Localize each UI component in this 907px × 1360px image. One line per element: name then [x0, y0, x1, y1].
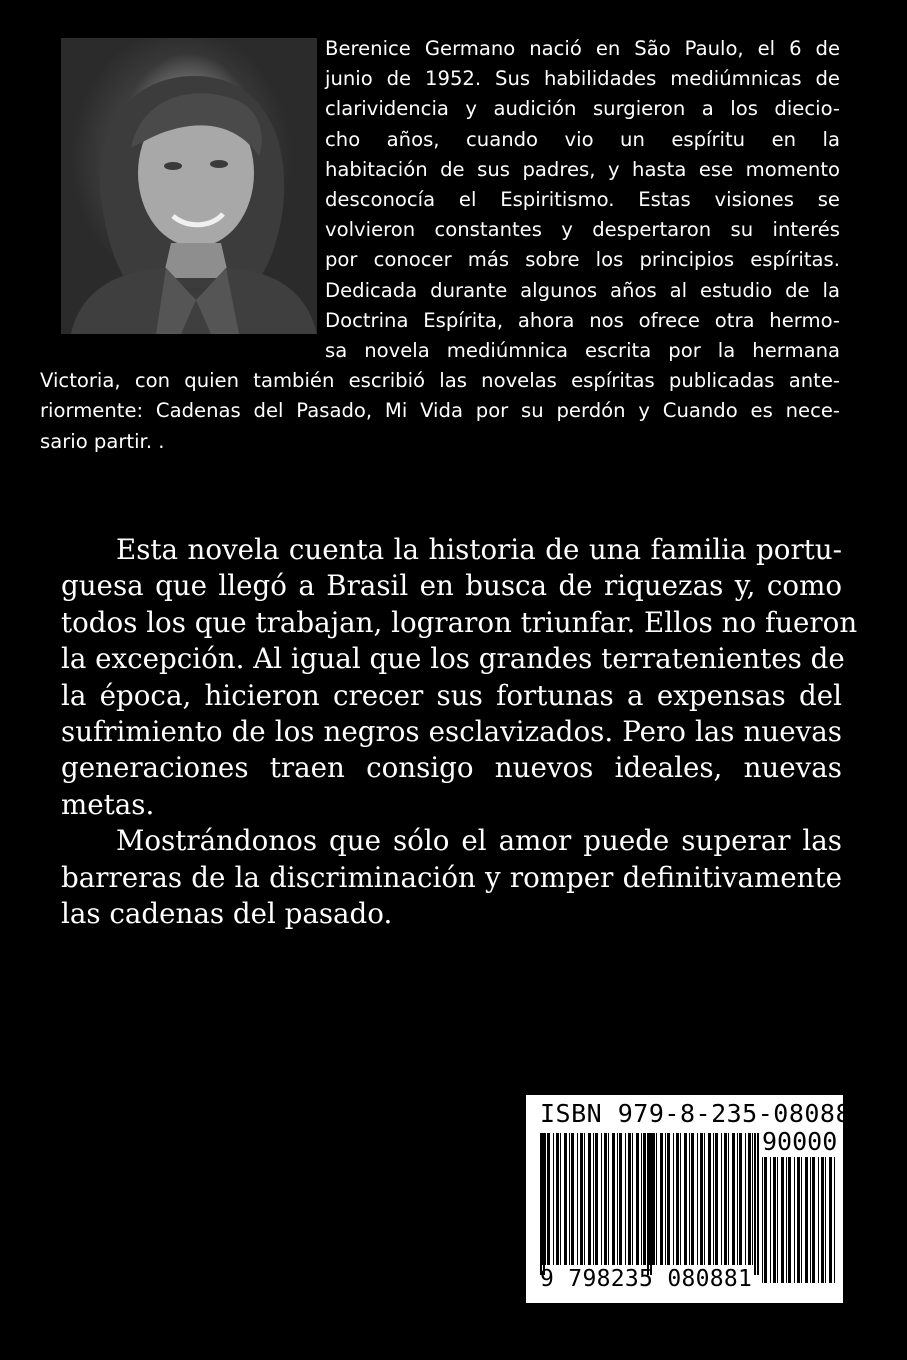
bio-line: junio de 1952. Sus habilidades mediúmnicas de: [325, 67, 840, 91]
synopsis-line: la época, hicieron crecer sus fortunas a expensas del: [61, 678, 842, 712]
barcode-bar: [547, 1133, 550, 1265]
barcode-bar: [608, 1133, 609, 1265]
barcode-bar: [752, 1133, 753, 1265]
barcode-bar: [569, 1133, 570, 1265]
price-code: 90000: [762, 1127, 838, 1156]
barcode-bar: [680, 1133, 681, 1265]
bio-line: sario partir. .: [40, 429, 165, 453]
barcode-bar: [745, 1133, 746, 1265]
barcode-bar: [556, 1133, 559, 1265]
barcode-bar: [580, 1133, 583, 1265]
barcode-bar: [762, 1157, 763, 1283]
barcode-bar: [667, 1133, 670, 1265]
barcode-bar: [560, 1133, 561, 1265]
ean-digits: 9 798235 080881: [540, 1266, 753, 1292]
barcode-bar: [810, 1157, 811, 1283]
synopsis-line: la excepción. Al igual que los grandes terratenientes de: [61, 642, 845, 676]
barcode-bar: [781, 1157, 784, 1283]
synopsis-line: las cadenas del pasado.: [61, 897, 393, 931]
barcode-bar: [595, 1133, 598, 1265]
barcode-bar: [676, 1133, 679, 1265]
barcode-bar: [649, 1133, 650, 1265]
barcode-bar: [786, 1157, 787, 1283]
barcode-bar: [691, 1133, 694, 1265]
barcode-bar: [625, 1133, 626, 1265]
barcode-bar: [632, 1133, 633, 1265]
barcode-guard-bar: [540, 1133, 542, 1275]
barcode-bar: [801, 1157, 802, 1283]
barcode-bar: [724, 1133, 727, 1265]
synopsis-line: guesa que llegó a Brasil en busca de riquezas y, como: [61, 569, 842, 603]
synopsis-line: barreras de la discriminación y romper definitivamente: [61, 860, 842, 894]
barcode-bar: [588, 1133, 591, 1265]
barcode-bar: [553, 1133, 554, 1265]
barcode-bar: [628, 1133, 631, 1265]
barcode-bar: [777, 1157, 778, 1283]
bio-line: desconocía el Espiritismo. Estas visiones se: [325, 188, 840, 212]
barcode-bar: [593, 1133, 594, 1265]
barcode-bar: [689, 1133, 690, 1265]
barcode-guard-bar: [543, 1133, 545, 1275]
bio-line: volvieron constantes y despertaron su interés: [325, 218, 840, 242]
barcode-bar: [643, 1133, 646, 1265]
barcode-bar: [660, 1133, 663, 1265]
barcode-bar: [545, 1133, 546, 1265]
barcode-bar: [721, 1133, 722, 1265]
barcode-guard-bar: [757, 1133, 759, 1275]
barcode-bar: [697, 1133, 698, 1265]
barcode-bar: [770, 1157, 771, 1283]
bio-line: Victoria, con quien también escribió las novelas espíritas publicadas ante-: [40, 369, 840, 393]
synopsis-line: Mostrándonos que sólo el amor puede superar las: [116, 824, 842, 858]
barcode-bar: [825, 1157, 826, 1283]
barcode-bar: [704, 1133, 705, 1265]
barcode-bar: [641, 1133, 642, 1265]
barcode-bar: [834, 1157, 835, 1283]
barcode-bar: [829, 1157, 832, 1283]
barcode-bar: [612, 1133, 615, 1265]
barcode-guard-bar: [650, 1133, 652, 1275]
barcode-bar: [797, 1157, 800, 1283]
barcode-bar: [636, 1133, 639, 1265]
bio-line: Dedicada durante algunos años al estudio de la: [325, 278, 840, 302]
barcode-bar: [601, 1133, 602, 1265]
barcode-bar: [577, 1133, 578, 1265]
bio-line: Doctrina Espírita, ahora nos ofrece otra hermo-: [325, 308, 840, 332]
synopsis-line: metas.: [61, 787, 155, 821]
synopsis-line: todos los que trabajan, lograron triunfar. Ellos no fueron: [61, 605, 858, 639]
bio-line: riormente: Cadenas del Pasado, Mi Vida por su perdón y Cuando es nece-: [40, 399, 840, 423]
bio-line: clarividencia y audición surgieron a los diecio-: [325, 97, 840, 121]
synopsis-line: sufrimiento de los negros esclavizados. Pero las nuevas: [61, 715, 842, 749]
barcode-bar: [584, 1133, 585, 1265]
barcode-bar: [700, 1133, 703, 1265]
barcode-bar: [773, 1157, 776, 1283]
isbn-label: ISBN 979-8-235-08088-1: [540, 1099, 883, 1128]
barcode-bar: [818, 1157, 819, 1283]
barcode-guard-bar: [647, 1133, 649, 1275]
barcode-bar: [708, 1133, 711, 1265]
book-synopsis: [61, 532, 858, 932]
bio-line: cho años, cuando vio un espíritu en la: [325, 127, 840, 151]
synopsis-line: generaciones traen consigo nuevos ideales, nuevas: [61, 751, 842, 785]
barcode-bar: [788, 1157, 791, 1283]
barcode-bar: [821, 1157, 824, 1283]
barcode-bar: [812, 1157, 815, 1283]
barcode-bar: [764, 1157, 767, 1283]
isbn-barcode: [526, 1095, 883, 1303]
barcode-bar: [713, 1133, 714, 1265]
barcode-bar: [732, 1133, 735, 1265]
barcode-bar: [684, 1133, 687, 1265]
bio-line: habitación de sus padres, y hasta ese momento: [325, 157, 840, 181]
barcode-bar: [665, 1133, 666, 1265]
bio-line: por conocer más sobre los principios espíritas.: [325, 248, 840, 272]
synopsis-line: Esta novela cuenta la historia de una familia portu-: [116, 533, 842, 566]
barcode-bar: [656, 1133, 657, 1265]
barcode-bar: [571, 1133, 574, 1265]
barcode-bar: [739, 1133, 742, 1265]
barcode-bar: [794, 1157, 795, 1283]
bio-line: sa novela mediúmnica escrita por la hermana: [325, 339, 840, 363]
barcode-bar: [805, 1157, 808, 1283]
barcode-bar: [728, 1133, 729, 1265]
barcode-bar: [604, 1133, 607, 1265]
barcode-bar: [737, 1133, 738, 1265]
bio-line: Berenice Germano nació en São Paulo, el 6 de: [325, 37, 840, 60]
barcode-bar: [617, 1133, 618, 1265]
barcode-bar: [715, 1133, 718, 1265]
author-bio: [40, 34, 840, 457]
barcode-guard-bar: [754, 1133, 756, 1275]
barcode-bar: [673, 1133, 674, 1265]
barcode-bar: [619, 1133, 622, 1265]
barcode-bar: [748, 1133, 751, 1265]
barcode-bar: [564, 1133, 567, 1265]
barcode-bar: [652, 1133, 655, 1265]
